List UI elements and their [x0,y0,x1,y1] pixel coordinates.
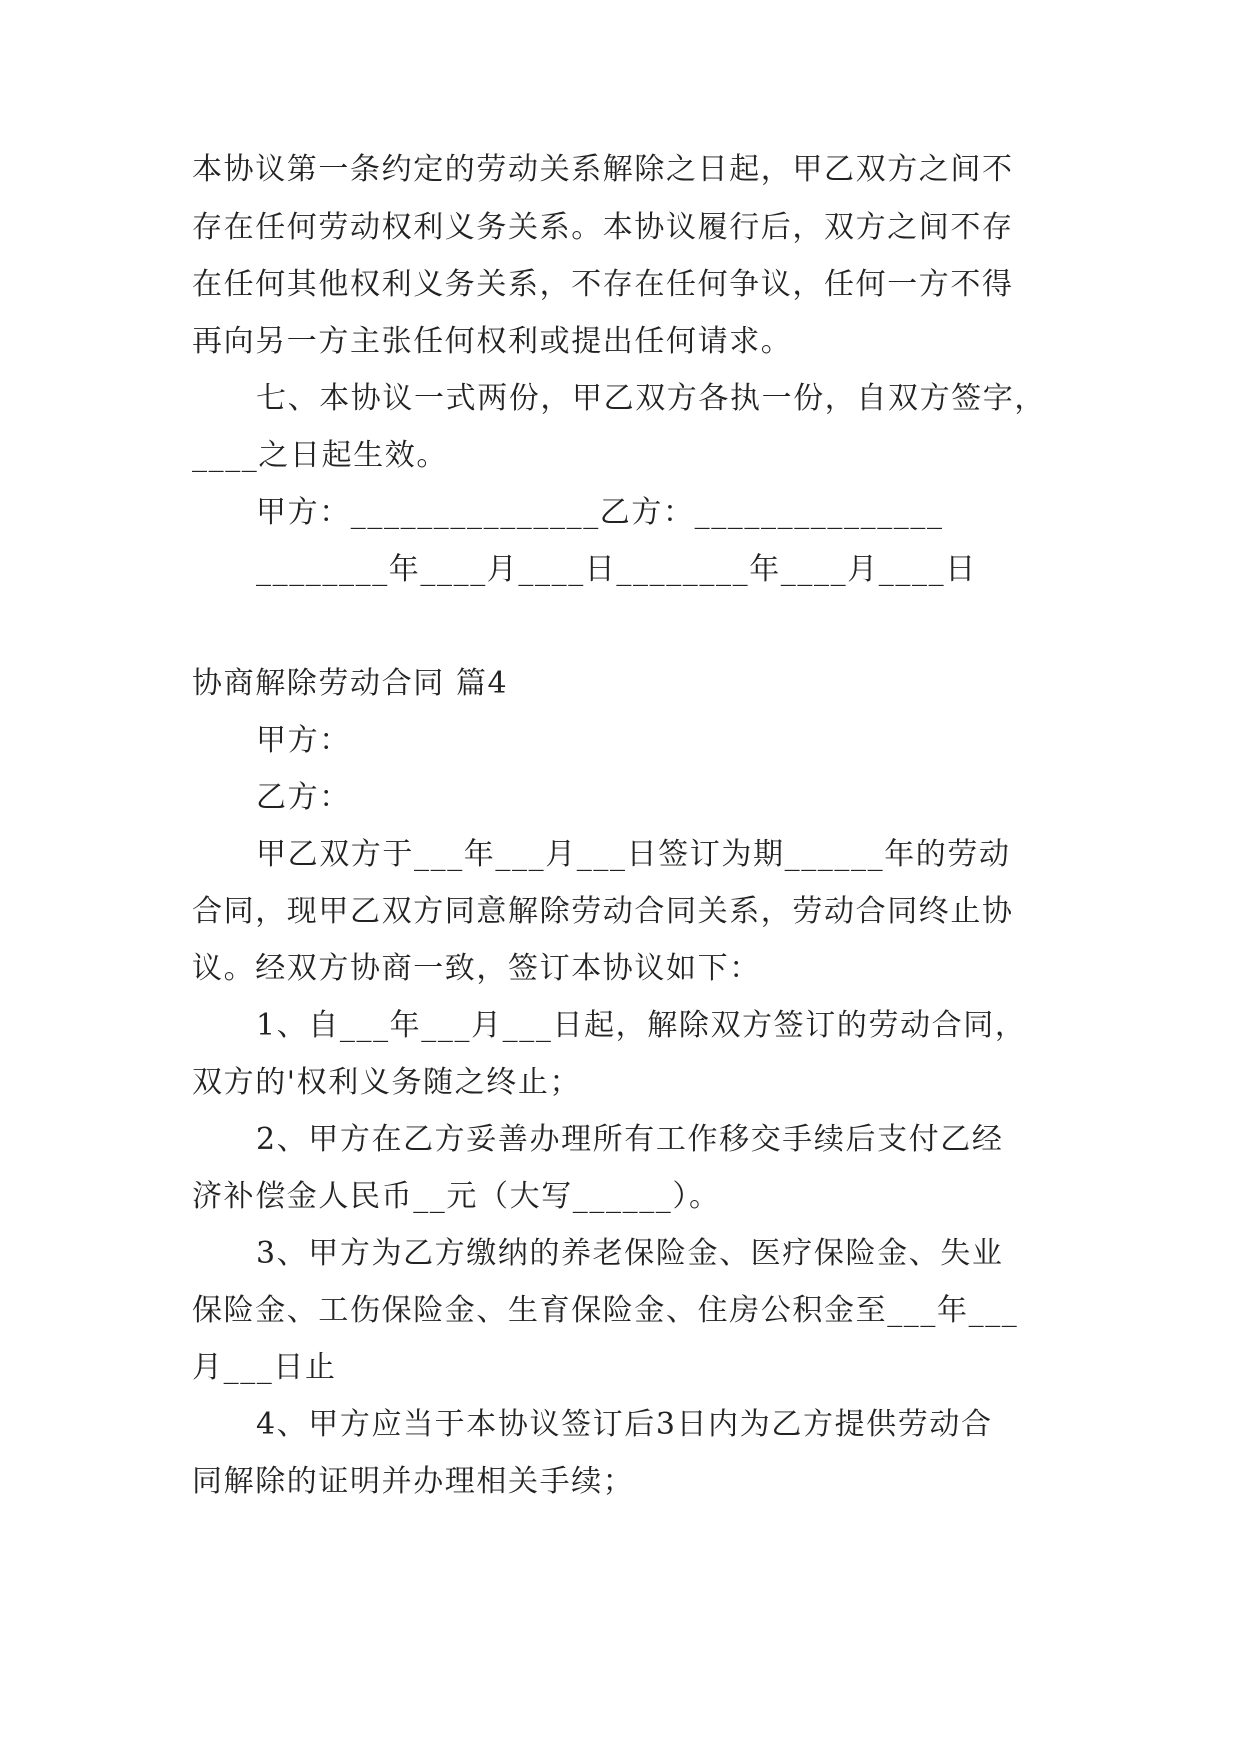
clause-four-line-2: 同解除的证明并办理相关手续； [192,1464,635,1499]
intro-line-2: 合同，现甲乙双方同意解除劳动合同关系，劳动合同终止协 [192,894,1014,929]
clause-three-line-1: 3、甲方为乙方缴纳的养老保险金、医疗保险金、失业 [256,1236,1004,1271]
party-b-line: 乙方： [256,780,351,815]
clause-one-line-1: 1、自___年___月___日起，解除双方签订的劳动合同， [256,1008,1027,1043]
party-a-line: 甲方： [256,723,351,758]
clause-seven-line-2: ____之日起生效。 [192,438,448,473]
paragraph-line-3: 在任何其他权利义务关系，不存在任何争议，任何一方不得 [192,267,1014,302]
section-title: 协商解除劳动合同 篇4 [192,666,509,701]
clause-three-line-2: 保险金、工伤保险金、生育保险金、住房公积金至___年___ [192,1293,1019,1328]
signature-line: 甲方：_______________乙方：_______________ [256,495,944,530]
clause-four-line-1: 4、甲方应当于本协议签订后3日内为乙方提供劳动合 [256,1407,993,1442]
paragraph-line-4: 再向另一方主张任何权利或提出任何请求。 [192,324,793,359]
paragraph-line-2: 存在任何劳动权利义务关系。本协议履行后，双方之间不存 [192,210,1014,245]
clause-seven-line-1: 七、本协议一式两份，甲乙双方各执一份，自双方签字， [256,381,1046,416]
clause-three-line-3: 月___日止 [192,1350,337,1385]
clause-two-line-1: 2、甲方在乙方妥善办理所有工作移交手续后支付乙经 [256,1122,1004,1157]
intro-line-3: 议。经双方协商一致，签订本协议如下： [192,951,761,986]
clause-one-line-2: 双方的'权利义务随之终止； [192,1065,582,1100]
clause-two-line-2: 济补偿金人民币__元（大写______）。 [192,1179,721,1214]
intro-line-1: 甲乙双方于___年___月___日签订为期______年的劳动 [256,837,1011,872]
date-line: ________年____月____日________年____月____日 [256,552,977,587]
paragraph-line-1: 本协议第一条约定的劳动关系解除之日起，甲乙双方之间不 [192,152,1014,187]
